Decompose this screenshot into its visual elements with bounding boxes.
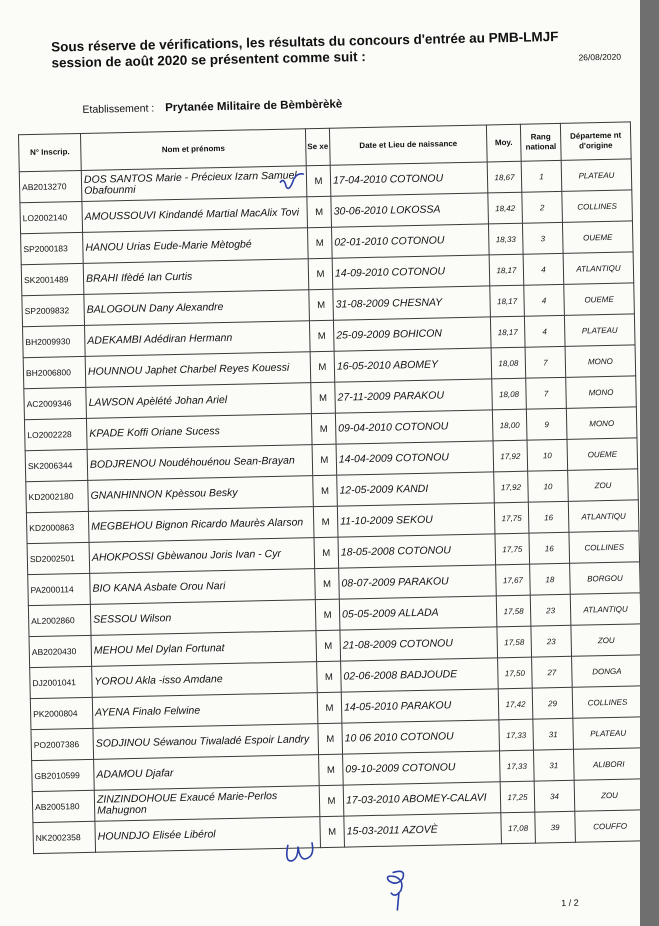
row-name: ADEKAMBI Adédiran Hermann [85,321,311,357]
row-birth: 09-04-2010 COTONOU [335,410,493,444]
row-birth: 08-07-2009 PARAKOU [339,565,497,599]
col-header-id: N° Inscrip. [18,133,81,171]
row-rank: 29 [532,687,573,719]
row-name: GNANHINNON Kpèssou Besky [88,476,314,512]
row-birth: 02-01-2010 COTONOU [332,224,490,258]
row-sex: M [314,537,339,568]
row-department: OUEME [564,283,635,315]
row-id: BH2009930 [23,325,86,357]
row-sex: M [319,754,344,785]
row-rank: 2 [522,191,563,223]
row-name: BALOGOUN Dany Alexandre [84,290,310,326]
row-average: 18,67 [487,161,522,193]
row-name: KPADE Koffi Oriane Sucess [86,414,312,450]
row-birth: 16-05-2010 ABOMEY [334,348,492,382]
row-rank: 10 [527,439,568,471]
row-department: MONO [566,376,637,408]
row-rank: 16 [528,501,569,533]
row-department: BORGOU [570,562,640,594]
row-birth: 18-05-2008 COTONOU [338,534,496,568]
row-sex: M [307,196,332,227]
row-average: 18,17 [490,316,525,348]
row-rank: 31 [533,718,574,750]
row-department: ATLANTIQU [568,500,639,532]
row-department: PLATEAU [564,314,635,346]
row-birth: 30-06-2010 LOKOSSA [331,193,489,227]
etablissement-line [82,98,342,115]
page-edge-shadow [640,0,659,926]
row-name: LAWSON Apèlété Johan Ariel [86,383,312,419]
row-rank: 23 [531,625,572,657]
row-average: 18,08 [492,378,527,410]
handwritten-tick-mark [276,170,316,193]
row-id: PK2000804 [30,697,93,729]
row-sex: M [320,816,345,847]
row-department: ZOU [571,624,640,656]
col-header-rank: Rang national [520,123,561,161]
row-name: MEHOU Mel Dylan Fortunat [91,631,317,667]
col-header-birth: Date et Lieu de naissance [329,125,487,165]
row-rank: 16 [529,532,570,564]
row-id: LO2002140 [20,201,83,233]
row-id: GB2010599 [32,759,95,791]
row-name: AYENA Finalo Felwine [92,693,318,729]
row-average: 18,00 [492,409,527,441]
row-sex: M [312,444,337,475]
row-rank: 31 [533,749,574,781]
col-header-dept: Départeme nt d'origine [560,122,631,160]
row-name: SESSOU Wilson [90,600,316,636]
row-department: MONO [565,345,636,377]
row-average: 17,92 [494,471,529,503]
row-birth: 14-04-2009 COTONOU [336,441,494,475]
row-id: SK2001489 [21,263,84,295]
row-id: DJ2001041 [30,666,93,698]
row-id: AB2005180 [32,790,95,822]
row-department: ZOU [574,779,640,811]
etablissement-value: Prytanée Militaire de Bèmbèrèkè [165,98,343,115]
col-header-sex: Se xe [305,128,330,165]
row-department: ATLANTIQU [570,593,640,625]
row-id: SP2009832 [22,294,85,326]
row-rank: 27 [532,656,573,688]
row-average: 18,42 [488,192,523,224]
handwritten-initial-mark [282,838,319,869]
row-average: 17,33 [499,719,534,751]
row-sex: M [310,351,335,382]
row-average: 17,08 [501,812,536,844]
row-sex: M [311,413,336,444]
row-id: KD2002180 [26,480,89,512]
row-department: DONGA [572,655,640,687]
row-birth: 10 06 2010 COTONOU [342,720,500,754]
row-sex: M [317,692,342,723]
row-name: AHOKPOSSI Gbèwanou Joris Ivan - Cyr [89,538,315,574]
col-header-avg: Moy. [486,124,521,162]
row-rank: 9 [526,408,567,440]
row-name: AMOUSSOUVI Kindandé Martial MacAlix Tovi [82,197,308,233]
row-rank: 4 [523,253,564,285]
row-average: 17,58 [497,626,532,658]
row-birth: 14-09-2010 COTONOU [332,255,490,289]
row-id: SD2002501 [27,542,90,574]
row-sex: M [313,506,338,537]
row-average: 17,75 [494,502,529,534]
page-number: 1 / 2 [561,897,579,909]
row-department: ATLANTIQU [563,252,634,284]
row-name: HOUNDJO Elisée Libérol [95,817,321,853]
document-date: 26/08/2020 [578,51,622,63]
row-birth: 21-08-2009 COTONOU [340,627,498,661]
row-rank: 18 [530,563,571,595]
row-birth: 09-10-2009 COTONOU [343,751,501,785]
row-department: ZOU [568,469,639,501]
row-id: PO2007386 [31,728,94,760]
row-sex: M [318,723,343,754]
row-id: AL2002860 [28,604,91,636]
row-sex: M [309,320,334,351]
row-id: BH2006800 [23,356,86,388]
row-sex: M [306,165,331,196]
row-birth: 11-10-2009 SEKOU [337,503,495,537]
col-header-name: Nom et prénoms [80,129,306,171]
row-sex: M [315,599,340,630]
row-rank: 7 [525,346,566,378]
row-department: PLATEAU [561,159,632,191]
row-birth: 05-05-2009 ALLADA [339,596,497,630]
row-name: BODJRENOU Noudéhouénou Sean-Brayan [87,445,313,481]
row-birth: 25-09-2009 BOHICON [333,317,491,351]
row-sex: M [308,258,333,289]
row-id: AB2020430 [29,635,92,667]
row-rank: 23 [530,594,571,626]
row-average: 17,50 [498,657,533,689]
row-average: 17,92 [493,440,528,472]
row-rank: 3 [522,222,563,254]
row-average: 17,75 [495,533,530,565]
row-sex: M [317,661,342,692]
row-department: COLLINES [572,686,640,718]
results-table [18,121,640,854]
row-id: NK2002358 [33,821,96,853]
row-id: AC2009346 [24,387,87,419]
row-department: COUFFO [575,810,640,842]
row-department: OUEME [562,221,633,253]
row-department: COLLINES [562,190,633,222]
row-department: PLATEAU [573,717,640,749]
row-birth: 02-06-2008 BADJOUDE [341,658,499,692]
row-rank: 4 [524,315,565,347]
row-rank: 39 [535,811,576,843]
row-rank: 1 [521,160,562,192]
row-rank: 4 [524,284,565,316]
row-average: 18,17 [490,285,525,317]
row-average: 18,17 [489,254,524,286]
row-id: AB2013270 [19,170,82,202]
row-sex: M [309,289,334,320]
row-department: OUEME [567,438,638,470]
row-department: ALIBORI [573,748,640,780]
title-line-2: session de août 2020 se présentent comme suit : [51,48,366,71]
row-id: SP2000183 [21,232,84,264]
row-name: YOROU Akla -isso Amdane [92,662,318,698]
handwritten-signature [380,866,415,915]
row-average: 17,25 [500,781,535,813]
row-birth: 27-11-2009 PARAKOU [335,379,493,413]
row-name: ADAMOU Djafar [94,755,320,791]
row-rank: 10 [528,470,569,502]
row-name: HANOU Urias Eude-Marie Mètogbé [83,228,309,264]
row-sex: M [311,382,336,413]
row-department: COLLINES [569,531,640,563]
row-average: 17,42 [498,688,533,720]
row-id: SK2006344 [25,449,88,481]
row-sex: M [315,568,340,599]
row-name: SODJINOU Séwanou Tiwaladé Espoir Landry [93,724,319,760]
row-birth: 14-05-2010 PARAKOU [341,689,499,723]
row-name: BIO KANA Asbate Orou Nari [90,569,316,605]
row-birth: 15-03-2011 AZOVÈ [344,813,502,847]
title-line-1: Sous réserve de vérifications, les résultats du concours d'entrée au PMB-LMJF [51,28,559,55]
row-sex: M [316,630,341,661]
row-sex: M [308,227,333,258]
row-name: HOUNNOU Japhet Charbel Reyes Kouessi [85,352,311,388]
row-name: MEGBEHOU Bignon Ricardo Maurès Alarson [88,507,314,543]
etablissement-label: Etablissement : [82,102,155,116]
row-rank: 7 [526,377,567,409]
row-average: 17,33 [500,750,535,782]
row-birth: 17-04-2010 COTONOU [330,162,488,196]
row-department: MONO [566,407,637,439]
row-sex: M [313,475,338,506]
row-birth: 17-03-2010 ABOMEY-CALAVI [343,782,501,816]
row-average: 17,58 [496,595,531,627]
row-sex: M [319,785,344,816]
row-name: DOS SANTOS Marie - Précieux Izarn Samuel Obafounmi [81,166,307,202]
page-title [51,29,572,72]
row-id: KD2000863 [26,511,89,543]
row-name: BRAHI Ifèdé Ian Curtis [83,259,309,295]
row-average: 18,33 [488,223,523,255]
row-average: 17,67 [496,564,531,596]
row-id: LO2002228 [24,418,87,450]
row-rank: 34 [534,780,575,812]
row-birth: 31-08-2009 CHESNAY [333,286,491,320]
row-id: PA2000114 [28,573,91,605]
row-average: 18,08 [491,347,526,379]
row-name: ZINZINDOHOUE Exaucé Marie-Perlos Mahugnon [94,786,320,822]
row-birth: 12-05-2009 KANDI [337,472,495,506]
